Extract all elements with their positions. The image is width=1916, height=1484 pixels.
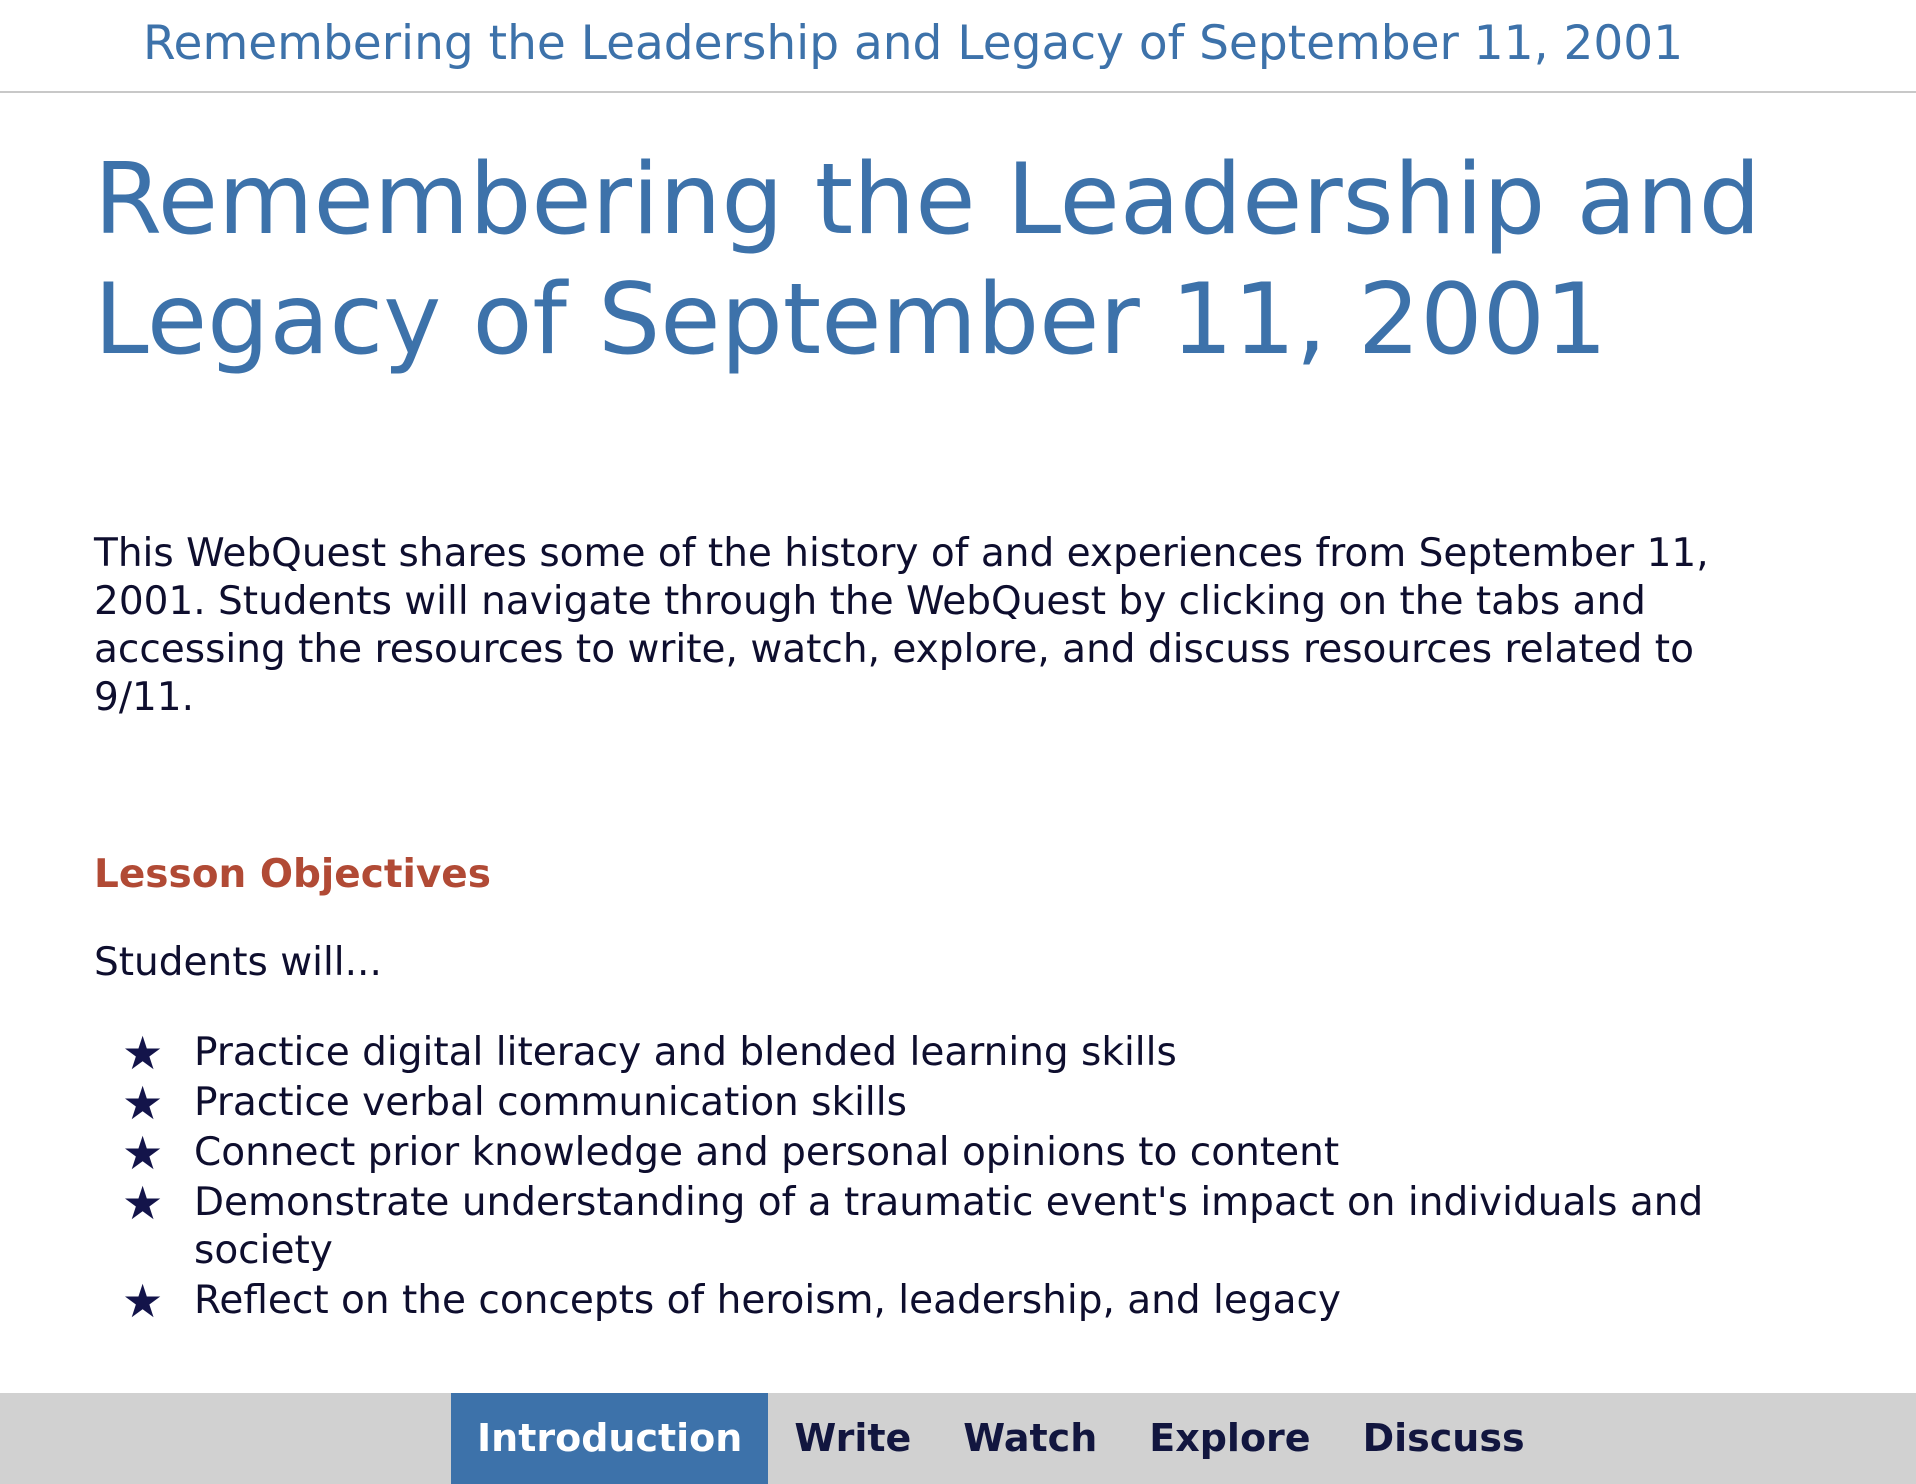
objective-text: Practice verbal communication skills xyxy=(194,1080,907,1125)
tabs xyxy=(451,1393,1551,1484)
objectives-list xyxy=(122,1026,1762,1328)
students-will-text: Students will... xyxy=(94,940,382,985)
objective-item xyxy=(122,1026,1762,1080)
objective-text: Demonstrate understanding of a traumatic event's impact on individuals and society xyxy=(194,1180,1704,1273)
objective-item xyxy=(122,1274,1762,1328)
star-icon: ★ xyxy=(122,1176,164,1230)
tab-bar xyxy=(0,1393,1916,1484)
objective-text: Reflect on the concepts of heroism, leadership, and legacy xyxy=(194,1278,1342,1323)
page-title xyxy=(94,140,1794,380)
star-icon: ★ xyxy=(122,1076,164,1130)
page-title-line-2: Legacy of September 11, 2001 xyxy=(94,263,1608,377)
lesson-objectives-heading: Lesson Objectives xyxy=(94,852,491,897)
objective-text: Practice digital literacy and blended learning skills xyxy=(194,1030,1177,1075)
tab-discuss[interactable]: Discuss xyxy=(1362,1416,1525,1460)
page-title-line-1: Remembering the Leadership and xyxy=(94,143,1761,257)
star-icon: ★ xyxy=(122,1126,164,1180)
star-icon: ★ xyxy=(122,1274,164,1328)
tab-write[interactable]: Write xyxy=(794,1416,912,1460)
objective-item xyxy=(122,1076,1762,1130)
main-content xyxy=(94,140,1794,380)
tab-watch[interactable]: Watch xyxy=(963,1416,1098,1460)
tab-explore[interactable]: Explore xyxy=(1149,1416,1311,1460)
objective-text: Connect prior knowledge and personal opinions to content xyxy=(194,1130,1340,1175)
site-title: Remembering the Leadership and Legacy of September 11, 2001 xyxy=(143,16,1684,71)
site-header xyxy=(0,0,1916,93)
star-icon: ★ xyxy=(122,1026,164,1080)
objective-item xyxy=(122,1126,1762,1180)
intro-paragraph: This WebQuest shares some of the history of and experiences from September 11, 2001. Students will navigate through the WebQuest by clicking on the tabs and accessing the resources to write, watch, explore, and discuss resources related to 9/11. xyxy=(94,531,1709,720)
tab-introduction[interactable]: Introduction xyxy=(451,1393,768,1484)
objective-item xyxy=(122,1176,1762,1275)
